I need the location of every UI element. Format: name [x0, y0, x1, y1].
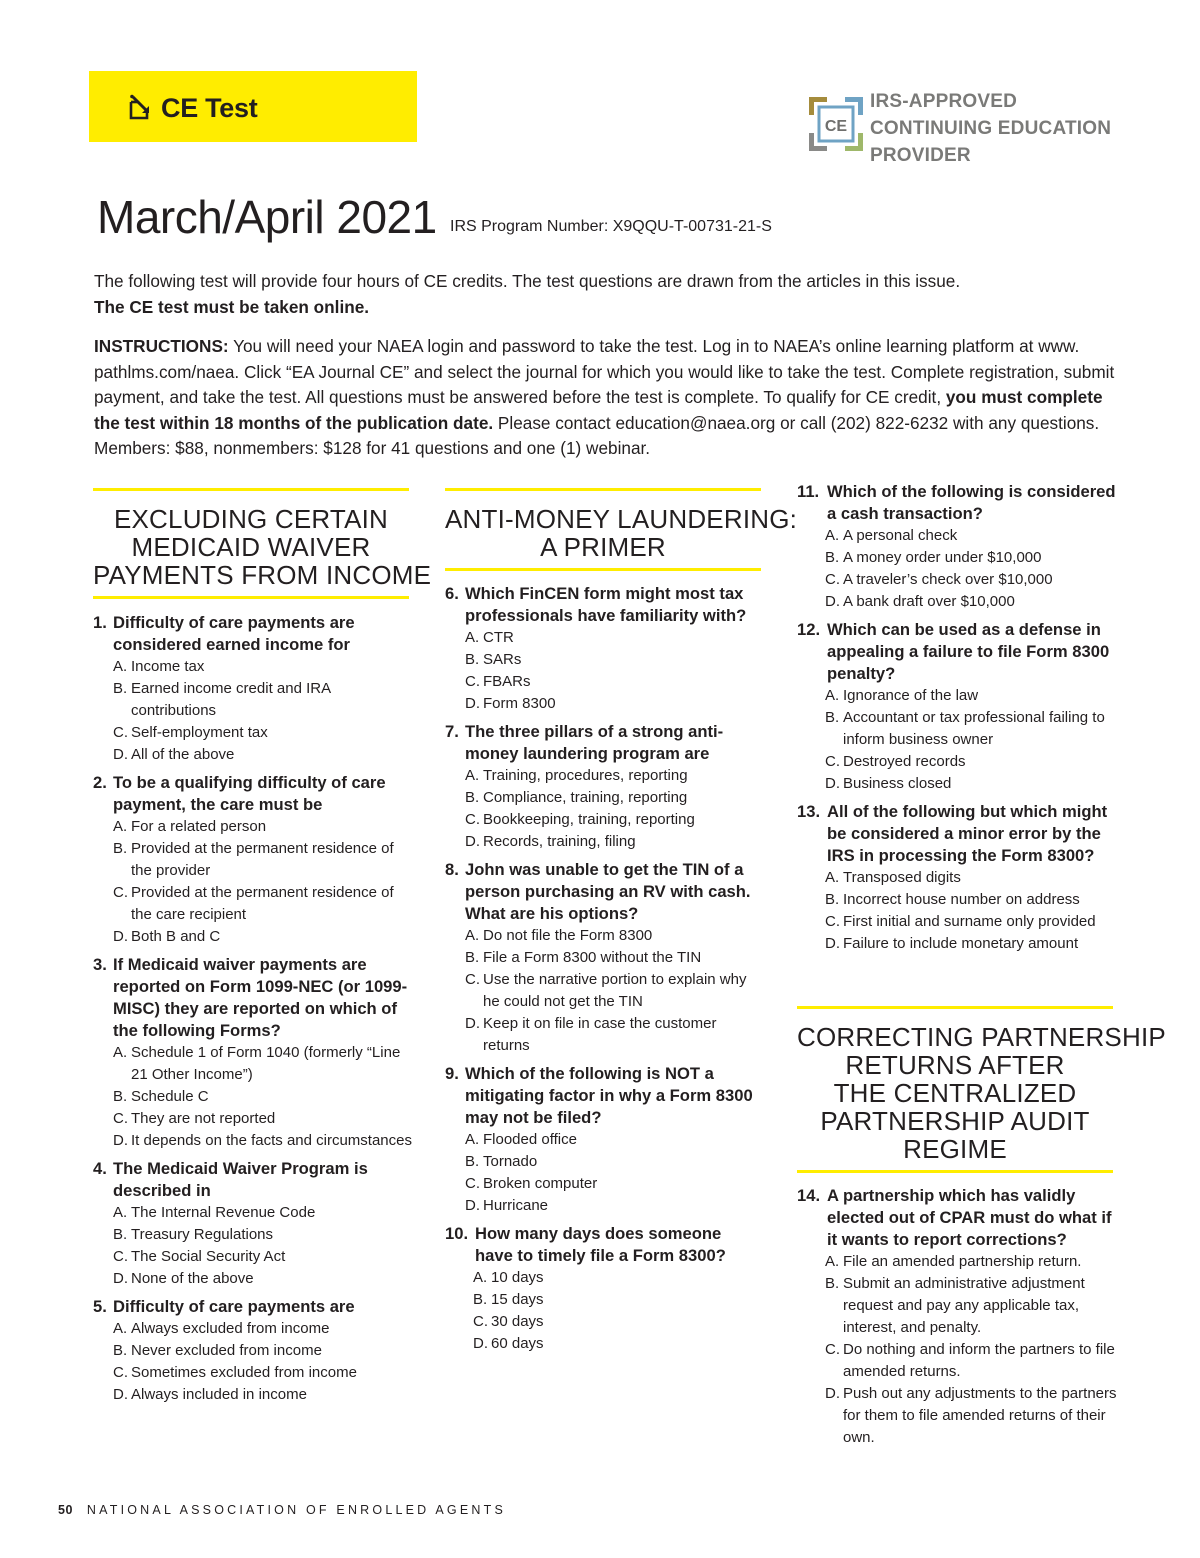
question-number: 12. [797, 620, 821, 639]
instructions-contact: Please contact education@naea.org or call (202) 822-6232 with any questions. Members: $88, nonmembers: $128 for 41 questions and one (1) webinar. [94, 412, 1100, 459]
option-letter: A. [465, 767, 480, 784]
question-text: The Medicaid Waiver Program is described in [113, 1159, 368, 1200]
answer-option [797, 867, 1119, 889]
option-text: Failure to include monetary amount [843, 935, 1079, 952]
option-letter: A. [825, 1253, 840, 1270]
answer-option [797, 1339, 1119, 1383]
question-5 [93, 1296, 415, 1318]
option-text: 10 days [491, 1269, 544, 1286]
answer-option [445, 1151, 763, 1173]
question-text: Difficulty of care payments are considered earned income for [113, 613, 355, 654]
question-number: 14. [797, 1186, 821, 1205]
answer-option [797, 569, 1119, 591]
option-text: Tornado [483, 1153, 538, 1170]
question-text: How many days does someone have to timely file a Form 8300? [475, 1224, 726, 1265]
option-letter: D. [825, 593, 840, 610]
question-text: Difficulty of care payments are [113, 1297, 355, 1316]
option-text: Do nothing and inform the partners to file amended returns. [843, 1341, 1115, 1380]
answer-option [93, 1224, 415, 1246]
option-letter: B. [825, 1275, 840, 1292]
ce-provider-logo [808, 96, 864, 152]
option-letter: B. [113, 1088, 128, 1105]
answer-option [797, 933, 1119, 955]
question-text: A partnership which has validly elected out of CPAR must do what if it wants to report corrections? [827, 1186, 1112, 1249]
intro-line: The following test will provide four hours of CE credits. The test questions are drawn from the articles in this issue. [94, 271, 961, 291]
answer-option [93, 1042, 415, 1086]
irs-approved-badge [808, 88, 1128, 168]
option-letter: C. [825, 1341, 840, 1358]
option-text: A personal check [843, 527, 958, 544]
option-text: They are not reported [131, 1110, 276, 1127]
question-number: 5. [93, 1297, 107, 1316]
option-text: 15 days [491, 1291, 544, 1308]
option-text: Earned income credit and IRA contributions [131, 680, 331, 719]
option-letter: B. [465, 789, 480, 806]
question-number: 8. [445, 860, 459, 879]
publication-name: NATIONAL ASSOCIATION OF ENROLLED AGENTS [86, 1503, 506, 1517]
answer-option [93, 882, 415, 926]
option-text: Broken computer [483, 1175, 598, 1192]
question-text: The three pillars of a strong anti-money laundering program are [465, 722, 724, 763]
instructions-text: You will need your NAEA login and password to take the test. Log in to NAEA’s online learning platform at www. pathlms.com/naea. Click “EA Journal CE” and select the journal for which you would like to take the test. Complete registration, submit payment, and take the test. All questions must be answered before the test is complete. To qualify for CE credit, [94, 336, 1115, 408]
option-text: Provided at the permanent residence of the care recipient [131, 884, 394, 923]
option-letter: A. [113, 1044, 128, 1061]
option-letter: B. [465, 949, 480, 966]
option-text: Submit an administrative adjustment request and pay any applicable tax, interest, and penalty. [843, 1275, 1085, 1336]
option-letter: C. [113, 1248, 128, 1265]
section-header-medicaid: EXCLUDING CERTAIN MEDICAID WAIVER PAYMENTS FROM INCOME [93, 488, 409, 599]
question-14 [797, 1185, 1119, 1251]
question-number: 2. [93, 773, 107, 792]
option-letter: C. [465, 1175, 480, 1192]
option-text: It depends on the facts and circumstances [131, 1132, 412, 1149]
answer-option [445, 1013, 763, 1057]
question-text: Which can be used as a defense in appealing a failure to file Form 8300 penalty? [827, 620, 1110, 683]
option-letter: D. [825, 775, 840, 792]
questions-column-3-partnership [797, 1185, 1119, 1449]
question-text: Which of the following is considered a cash transaction? [827, 482, 1116, 523]
answer-option [93, 722, 415, 744]
instructions [94, 334, 1119, 462]
option-letter: B. [113, 1226, 128, 1243]
answer-option [445, 787, 763, 809]
option-letter: D. [825, 1385, 840, 1402]
option-text: Compliance, training, reporting [483, 789, 688, 806]
option-text: Schedule 1 of Form 1040 (formerly “Line 21 Other Income”) [131, 1044, 401, 1083]
option-letter: A. [113, 1204, 128, 1221]
answer-option [93, 816, 415, 838]
ce-test-label: CE Test [161, 93, 258, 123]
option-letter: B. [825, 891, 840, 908]
option-letter: D. [113, 1386, 128, 1403]
question-number: 11. [797, 482, 820, 501]
option-text: Treasury Regulations [131, 1226, 274, 1243]
option-text: Business closed [843, 775, 952, 792]
option-text: A bank draft over $10,000 [843, 593, 1015, 610]
question-12 [797, 619, 1119, 685]
answer-option [93, 1202, 415, 1224]
option-letter: C. [825, 571, 840, 588]
option-text: First initial and surname only provided [843, 913, 1096, 930]
option-letter: D. [113, 1270, 128, 1287]
answer-option [93, 678, 415, 722]
badge-line-2: CONTINUING EDUCATION [870, 118, 1112, 139]
answer-option [93, 656, 415, 678]
option-letter: C. [465, 811, 480, 828]
option-text: Keep it on file in case the customer returns [483, 1015, 717, 1054]
option-text: File a Form 8300 without the TIN [483, 949, 702, 966]
badge-line-3: PROVIDER [870, 145, 971, 166]
option-text: Always included in income [131, 1386, 307, 1403]
question-3 [93, 954, 415, 1042]
option-text: Ignorance of the law [843, 687, 979, 704]
option-letter: B. [465, 1153, 480, 1170]
option-letter: A. [465, 1131, 480, 1148]
answer-option [445, 947, 763, 969]
answer-option [797, 525, 1119, 547]
option-text: Provided at the permanent residence of the provider [131, 840, 394, 879]
option-letter: D. [113, 746, 128, 763]
answer-option [797, 1383, 1119, 1449]
option-letter: B. [825, 709, 840, 726]
issue-title: March/April 2021 [97, 191, 437, 243]
option-text: File an amended partnership return. [843, 1253, 1082, 1270]
option-letter: D. [465, 833, 480, 850]
questions-column-2 [445, 583, 763, 1355]
ce-test-banner [89, 71, 417, 142]
option-letter: C. [473, 1313, 488, 1330]
option-letter: C. [465, 673, 480, 690]
option-text: Accountant or tax professional failing to inform business owner [843, 709, 1105, 748]
option-text: For a related person [131, 818, 267, 835]
svg-text:CE: CE [824, 118, 848, 135]
question-number: 13. [797, 802, 821, 821]
option-text: 60 days [491, 1335, 544, 1352]
answer-option [797, 591, 1119, 613]
answer-option [93, 744, 415, 766]
answer-option [445, 765, 763, 787]
option-letter: C. [113, 724, 128, 741]
answer-option [445, 1289, 763, 1311]
answer-option [797, 889, 1119, 911]
answer-option [445, 925, 763, 947]
question-13 [797, 801, 1119, 867]
answer-option [93, 1086, 415, 1108]
answer-option [445, 969, 763, 1013]
option-text: The Internal Revenue Code [131, 1204, 316, 1221]
answer-option [445, 1311, 763, 1333]
answer-option [797, 911, 1119, 933]
answer-option [797, 685, 1119, 707]
option-letter: B. [465, 651, 480, 668]
answer-option [797, 547, 1119, 569]
answer-option [797, 751, 1119, 773]
option-text: Training, procedures, reporting [483, 767, 688, 784]
answer-option [445, 831, 763, 853]
option-letter: A. [113, 658, 128, 675]
option-letter: A. [473, 1269, 488, 1286]
question-number: 1. [93, 613, 107, 632]
option-letter: A. [825, 687, 840, 704]
option-text: Transposed digits [843, 869, 961, 886]
option-letter: D. [113, 1132, 128, 1149]
question-2 [93, 772, 415, 816]
answer-option [445, 627, 763, 649]
option-text: All of the above [131, 746, 235, 763]
question-6 [445, 583, 763, 627]
option-letter: C. [113, 884, 128, 901]
question-10 [445, 1223, 763, 1267]
option-text: Records, training, filing [483, 833, 636, 850]
option-text: Destroyed records [843, 753, 966, 770]
question-text: To be a qualifying difficulty of care payment, the care must be [113, 773, 386, 814]
option-letter: C. [825, 913, 840, 930]
option-letter: C. [113, 1110, 128, 1127]
option-letter: D. [113, 928, 128, 945]
program-number: IRS Program Number: X9QQU-T-00731-21-S [450, 218, 772, 235]
question-11 [797, 481, 1119, 525]
option-letter: D. [473, 1335, 488, 1352]
option-text: 30 days [491, 1313, 544, 1330]
option-text: Never excluded from income [131, 1342, 322, 1359]
option-text: Form 8300 [483, 695, 556, 712]
answer-option [93, 838, 415, 882]
option-text: None of the above [131, 1270, 254, 1287]
option-letter: A. [825, 869, 840, 886]
option-text: SARs [483, 651, 522, 668]
option-text: Bookkeeping, training, reporting [483, 811, 695, 828]
intro-text [94, 268, 1114, 320]
option-letter: C. [113, 1364, 128, 1381]
page-footer [58, 1503, 506, 1517]
option-text: Incorrect house number on address [843, 891, 1080, 908]
answer-option [93, 926, 415, 948]
option-text: CTR [483, 629, 514, 646]
answer-option [445, 1195, 763, 1217]
answer-option [93, 1268, 415, 1290]
option-letter: A. [113, 818, 128, 835]
badge-line-1: IRS-APPROVED [870, 91, 1018, 112]
answer-option [445, 1333, 763, 1355]
question-1 [93, 612, 415, 656]
option-text: Flooded office [483, 1131, 577, 1148]
answer-option [93, 1362, 415, 1384]
option-text: Hurricane [483, 1197, 549, 1214]
answer-option [93, 1246, 415, 1268]
answer-option [445, 693, 763, 715]
option-letter: B. [473, 1291, 488, 1308]
answer-option [797, 1273, 1119, 1339]
option-text: FBARs [483, 673, 531, 690]
answer-option [93, 1318, 415, 1340]
question-4 [93, 1158, 415, 1202]
answer-option [797, 707, 1119, 751]
question-text: Which FinCEN form might most tax professionals have familiarity with? [465, 584, 747, 625]
questions-column-1 [93, 612, 415, 1406]
question-number: 6. [445, 584, 459, 603]
instructions-deadline: you must complete the test within 18 months of the publication date. [94, 387, 1103, 433]
question-8 [445, 859, 763, 925]
option-text: Use the narrative portion to explain why he could not get the TIN [483, 971, 747, 1010]
option-letter: B. [113, 840, 128, 857]
option-text: The Social Security Act [131, 1248, 286, 1265]
answer-option [93, 1340, 415, 1362]
question-number: 7. [445, 722, 459, 741]
answer-option [93, 1384, 415, 1406]
question-9 [445, 1063, 763, 1129]
option-letter: A. [465, 927, 480, 944]
questions-column-3 [797, 481, 1119, 955]
answer-option [797, 1251, 1119, 1273]
option-letter: D. [465, 1015, 480, 1032]
question-text: All of the following but which might be considered a minor error by the IRS in processing the Form 8300? [827, 802, 1108, 865]
question-text: If Medicaid waiver payments are reported on Form 1099-NEC (or 1099-MISC) they are reported on which of the following Forms? [113, 955, 408, 1040]
option-letter: B. [113, 680, 128, 697]
section-header-aml: ANTI-MONEY LAUNDERING: A PRIMER [445, 488, 761, 571]
option-letter: C. [465, 971, 480, 988]
option-letter: A. [113, 1320, 128, 1337]
option-letter: D. [465, 695, 480, 712]
answer-option [445, 1173, 763, 1195]
page-number: 50 [58, 1503, 73, 1517]
answer-option [797, 773, 1119, 795]
option-text: Do not file the Form 8300 [483, 927, 653, 944]
option-letter: B. [825, 549, 840, 566]
option-text: Income tax [131, 658, 205, 675]
option-text: Sometimes excluded from income [131, 1364, 357, 1381]
question-text: John was unable to get the TIN of a person purchasing an RV with cash. What are his options? [465, 860, 751, 923]
answer-option [445, 671, 763, 693]
option-letter: A. [465, 629, 480, 646]
option-text: Schedule C [131, 1088, 209, 1105]
option-letter: A. [825, 527, 840, 544]
answer-option [93, 1108, 415, 1130]
online-notice: The CE test must be taken online. [94, 297, 370, 317]
answer-option [93, 1130, 415, 1152]
option-letter: B. [113, 1342, 128, 1359]
answer-option [445, 1267, 763, 1289]
option-text: Both B and C [131, 928, 221, 945]
option-text: Self-employment tax [131, 724, 268, 741]
option-letter: D. [465, 1197, 480, 1214]
question-text: Which of the following is NOT a mitigating factor in why a Form 8300 may not be filed? [465, 1064, 753, 1127]
question-number: 4. [93, 1159, 107, 1178]
section-header-partnership: CORRECTING PARTNERSHIP RETURNS AFTER THE CENTRALIZED PARTNERSHIP AUDIT REGIME [797, 1006, 1113, 1173]
answer-option [445, 809, 763, 831]
option-text: Always excluded from income [131, 1320, 330, 1337]
instructions-label: INSTRUCTIONS: [94, 336, 229, 356]
option-text: Push out any adjustments to the partners for them to file amended returns of their own. [843, 1385, 1117, 1446]
option-text: A money order under $10,000 [843, 549, 1042, 566]
answer-option [445, 1129, 763, 1151]
question-number: 10. [445, 1224, 469, 1243]
option-letter: D. [825, 935, 840, 952]
question-7 [445, 721, 763, 765]
question-number: 9. [445, 1064, 459, 1083]
answer-option [445, 649, 763, 671]
option-text: A traveler’s check over $10,000 [843, 571, 1053, 588]
option-letter: C. [825, 753, 840, 770]
question-number: 3. [93, 955, 107, 974]
pencil-square-icon [127, 94, 155, 122]
